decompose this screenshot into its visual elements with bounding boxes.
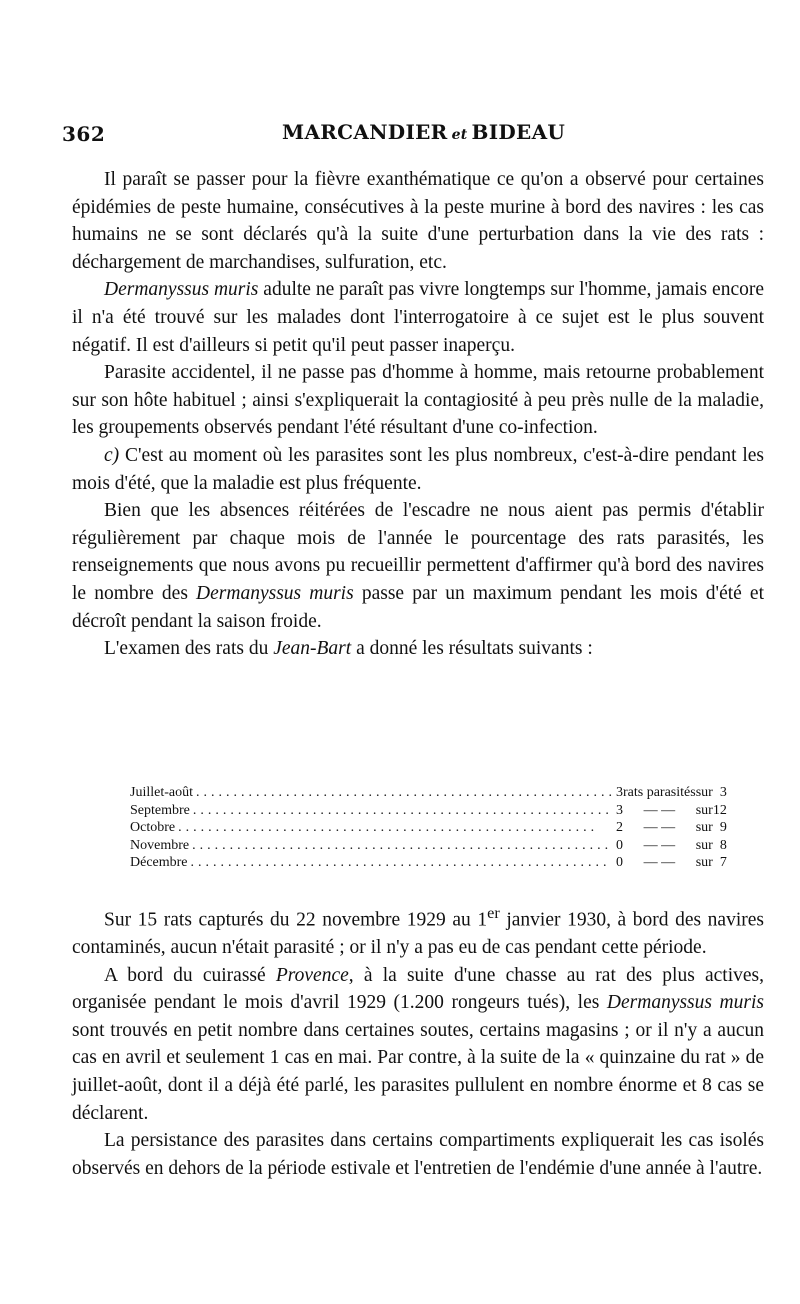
- period-cell: [130, 819, 616, 837]
- paragraph-2-text: adulte ne paraît pas vivre longtemps sur l'homme, jamais encore il n'a été trouvé sur les malades dont l'interrogatoire à ce sujet est le plus souvent négatif. Il est d'ailleurs si petit qu'il peut passer inaperçu.: [72, 279, 764, 356]
- unit-label: — —: [643, 837, 676, 853]
- leader-dots: ........................................................: [196, 785, 616, 800]
- paragraph-9: La persistance des parasites dans certains compartiments expliquerait les cas isolés observés en dehors de la période estivale et l'entretien de l'endémie d'une année à l'autre.: [72, 1130, 764, 1179]
- parasitized-count: 0: [616, 837, 623, 853]
- sur-label: sur: [695, 785, 713, 800]
- sur-label: sur: [695, 820, 713, 835]
- author-marcandier: MARCANDIER: [282, 120, 448, 144]
- unit-label: — —: [643, 820, 676, 835]
- ship-name: Jean-Bart: [273, 638, 352, 660]
- table-row: [130, 819, 727, 837]
- author-bideau: BIDEAU: [471, 120, 566, 144]
- unit-label: — —: [643, 802, 676, 818]
- species-name: Dermanyssus muris: [606, 992, 764, 1014]
- total-count: 3: [719, 785, 727, 800]
- leader-dots: ........................................................: [178, 820, 599, 835]
- author-conjunction: et: [451, 127, 468, 143]
- total-count: 7: [719, 855, 727, 870]
- period-cell: [130, 802, 616, 820]
- paragraph-7-text-b: janvier 1930, à bord des navires contaminés, aucun n'était parasité ; or il n'y a pas eu de cas pendant cette période.: [72, 909, 764, 959]
- list-marker: c): [104, 444, 120, 466]
- period-label: Septembre: [130, 803, 193, 818]
- paragraph-2: [72, 276, 764, 359]
- paragraph-6-text-a: L'examen des rats du: [104, 638, 274, 660]
- page-number: 362: [62, 122, 106, 146]
- table-row: [130, 837, 727, 855]
- paragraph-5-text-a: Bien que les absences réitérées de l'escadre ne nous aient pas permis d'établir régulièrement par chaque mois de l'année le pourcentage des rats parasités, les renseignements que nous avons pu recueillir permettent d'affirmer qu'à bord des navires le nombre des: [72, 500, 764, 604]
- body-text-bottom: [72, 900, 764, 1182]
- paragraph-7: [72, 900, 764, 962]
- body-text-top: [72, 166, 764, 663]
- total-count: 8: [719, 837, 727, 853]
- paragraph-6-text-b: a donné les résultats suivants :: [351, 638, 593, 660]
- parasitized-count: 3: [616, 802, 623, 818]
- period-cell: [130, 854, 616, 872]
- sur-label: sur: [695, 802, 713, 818]
- paragraph-1: Il paraît se passer pour la fièvre exanthématique ce qu'on a observé pour certaines épidémies de peste humaine, consécutives à la peste murine à bord des navires : les cas humains ne se sont déclarés qu'à la suite d'une perturbation dans la vie des rats : déchargement de marchandises, sulfuration, etc.: [72, 169, 764, 273]
- parasitized-count: 3: [616, 785, 623, 800]
- parasitized-count: 0: [616, 855, 623, 870]
- table-row: [130, 802, 727, 820]
- paragraph-8-text-a: A bord du cuirassé: [104, 964, 276, 986]
- paragraph-4-text: C'est au moment où les parasites sont les plus nombreux, c'est-à-dire pendant les mois d'été, que la maladie est plus fréquente.: [72, 444, 764, 494]
- period-cell: [130, 837, 616, 855]
- sur-label: sur: [695, 837, 713, 853]
- leader-dots: ........................................................: [190, 855, 611, 870]
- unit-label: rats parasités: [623, 785, 696, 800]
- period-label: Décembre: [130, 855, 191, 870]
- sur-label: sur: [695, 855, 713, 870]
- paragraph-6: [72, 635, 764, 663]
- total-count: 12: [712, 802, 727, 818]
- species-name: Dermanyssus muris: [104, 279, 259, 301]
- ordinal-superscript: er: [487, 904, 500, 922]
- running-head: [282, 120, 565, 144]
- period-cell: [130, 784, 616, 802]
- paragraph-5-text-b: passe par un maximum pendant les mois d'été et décroît pendant la saison froide.: [72, 582, 765, 632]
- leader-dots: ........................................................: [192, 837, 613, 853]
- paragraph-3: Parasite accidentel, il ne passe pas d'homme à homme, mais retourne probablement sur son hôte habituel ; ainsi s'expliquerait la contagiosité à peu près nulle de la maladie, les groupements observés pendant l'été résultant d'une co-infection.: [72, 362, 764, 439]
- paragraph-8-text-b: , à la suite d'une chasse au rat des plus actives, organisée pendant le mois d'avril 1929 (1.200 rongeurs tués), les: [72, 964, 764, 1014]
- paragraph-8: [72, 962, 764, 1128]
- paragraph-8-text-c: sont trouvés en petit nombre dans certaines soutes, certains magasins ; or il n'y a aucun cas en avril et seulement 1 cas en mai. Par contre, à la suite de la « quinzaine du rat » de juillet-août, dont il a déjà été parlé, les parasites pullulent en nombre énorme et 8 cas se déclarent.: [72, 1019, 764, 1124]
- period-label: Octobre: [130, 820, 178, 835]
- results-table: [130, 784, 727, 872]
- paragraph-5: [72, 497, 764, 635]
- total-count: 9: [719, 820, 727, 835]
- leader-dots: ........................................................: [192, 802, 613, 818]
- paragraph-7-text-a: Sur 15 rats capturés du 22 novembre 1929 au 1: [104, 909, 488, 931]
- table-row: [130, 854, 727, 872]
- period-label: Juillet-août: [130, 785, 196, 800]
- species-name: Dermanyssus muris: [196, 582, 354, 604]
- period-label: Novembre: [130, 838, 192, 853]
- table-row: [130, 784, 727, 802]
- paragraph-4: [72, 442, 764, 497]
- parasitized-count: 2: [616, 820, 623, 835]
- ship-name: Provence: [275, 964, 349, 986]
- unit-label: — —: [643, 855, 676, 870]
